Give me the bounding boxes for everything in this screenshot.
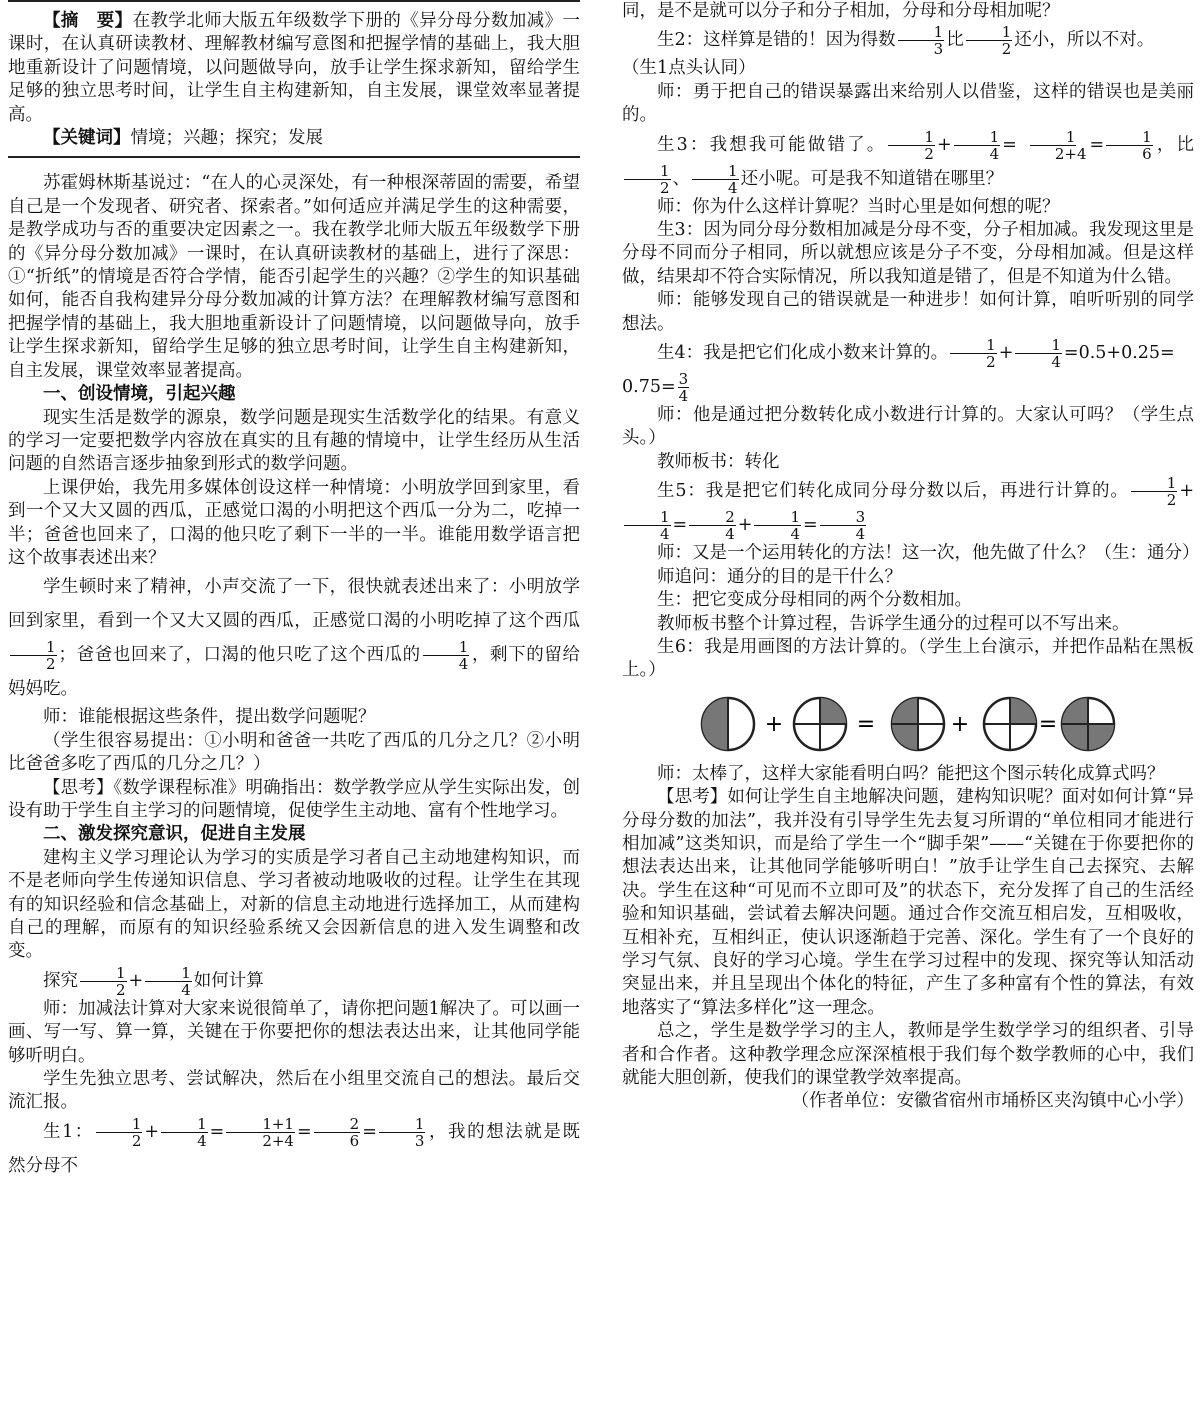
paragraph: 生：把它变成分母相同的两个分数相加。 bbox=[657, 590, 972, 611]
circle-two-quarters bbox=[892, 698, 944, 750]
paragraph: 师：你为什么这样计算呢？当时心里是如何想的呢？ bbox=[657, 196, 1060, 217]
equals-sign: = bbox=[1038, 711, 1058, 737]
student3-line: 生3：我想我可能做错了。 $\frac{1}{2}$ + $\frac{1}{4}$ = $\frac{1}{2+4}$ = $\frac{1}{6}$ ，比 $\frac{1}{2}$ 、 $\frac{1}{4}$ 还小呢。可是我不知道错在哪里？ bbox=[622, 128, 1194, 196]
paragraph: 师：又是一个运用转化的方法！这一次，他先做了什么？（生：通分） bbox=[657, 543, 1200, 564]
author-affiliation: （作者单位：安徽省宿州市埇桥区夹沟镇中心小学） bbox=[791, 1091, 1194, 1112]
paragraph: 师：谁能根据这些条件，提出数学问题呢？ bbox=[43, 707, 376, 728]
student2-line: 生2：这样算是错的！因为得数 $\frac{1}{3}$ 比 $\frac{1}{2}$ 还小，所以不对。 bbox=[657, 23, 1155, 59]
paragraph: 教师板书整个计算过程，告诉学生通分的过程可以不写出来。 bbox=[657, 613, 1130, 634]
paragraph: 师：他是通过把分数转化成小数进行计算的。大家认可吗？（学生点头。） bbox=[622, 405, 1194, 449]
abstract-rule bbox=[8, 156, 580, 158]
paragraph: 同，是不是就可以分子和分子相加，分母和分母相加呢？ bbox=[622, 1, 1060, 21]
circle-quarter bbox=[794, 698, 846, 750]
plus-sign: + bbox=[950, 711, 970, 737]
paragraph: 上课伊始，我先用多媒体创设这样一种情境：小明放学回到家里，看到一个又大又圆的西瓜，正感觉口渴的小明把这个西瓜一分为二，吃掉一半；爸爸也回来了，口渴的他只吃了剩下一半的一半。谁能用数学语言把这个故事表述出来？ bbox=[8, 477, 580, 568]
abstract bbox=[8, 10, 580, 127]
intro-paragraph: 苏霍姆林斯基说过：“在人的心灵深处，有一种根深蒂固的需要，希望自己是一个发现者、研究者、探索者。”如何适应并满足学生的这种需要，是教学成功与否的重要决定因素之一。我在教学北师大版五年级数学下册的《异分母分数加减》一课时，在认真研读教材的基础上，进行了深思：①“折纸”的情境是否符合学情，能否引起学生的兴趣？②学生的知识基础如何，能否自我构建异分母分数加减的计算方法？在理解教材编写意图和把握学情的基础上，我大胆地重新设计了问题情境，以问题做导向，放手让学生探求新知，留给学生足够的独立思考时间，让学生自主构建新知，自主发展，课堂效率显著提高。 bbox=[8, 173, 580, 381]
paragraph: 师：能够发现自己的错误就是一种进步！如何计算，咱听听别的同学想法。 bbox=[622, 290, 1194, 334]
explore-line: 探究 $\frac{1}{2}$ + $\frac{1}{4}$ 如何计算 bbox=[43, 963, 264, 999]
student5-line: 生5：我是把它们转化成同分母分数以后，再进行计算的。 $\frac{1}{2}$ + $\frac{1}{4}$ = $\frac{2}{4}$ + $\frac{1}{4}$ = $\frac{3}{4}$ bbox=[622, 474, 1194, 542]
abstract-text: 在教学北师大版五年级数学下册的《异分母分数加减》一课时，在认真研读教材、理解教材编写意图和把握学情的基础上，我大胆地重新设计了问题情境，以问题做导向，放手让学生探求新知，留给学生足够的独立思考时间，让学生自主构建新知，自主发展，课堂效率显著提高。 bbox=[8, 11, 581, 125]
paragraph: 师：加减法计算对大家来说很简单了，请你把问题1解决了。可以画一画、写一写、算一算，关键在于你要把你的想法表达出来，让其他同学能够听明白。 bbox=[8, 998, 580, 1066]
paragraph: 生6：我是用画图的方法计算的。（学生上台演示，并把作品粘在黑板上。） bbox=[622, 636, 1194, 681]
circle-three-quarters bbox=[1062, 698, 1114, 750]
paragraph: 建构主义学习理论认为学习的实质是学习者自己主动地建构知识，而不是老师向学生传递知识信息、学习者被动地吸收的过程。让学生在其现有的知识经验和信念基础上，对新的信息主动地进行选择加工，从而建构自己的理解，而原有的知识经验系统又会因新信息的进入发生调整和改变。 bbox=[8, 847, 580, 962]
paragraph: 教师板书：转化 bbox=[657, 451, 780, 472]
student4-line: 生4：我是把它们化成小数来计算的。 $\frac{1}{2}$ + $\frac{1}{4}$ =0.5+0.25= bbox=[657, 336, 1175, 372]
left-column bbox=[8, 0, 580, 1183]
conclusion-paragraph: 总之，学生是数学学习的主人，教师是学生数学学习的组织者、引导者和合作者。这种教学理念应深深植根于我们每个数学教师的心中，我们就能大胆创新，使我们的课堂教学效率提高。 bbox=[622, 1021, 1194, 1088]
section-heading-2: 二、激发探究意识，促进自主发展 bbox=[43, 824, 306, 845]
abstract-label: 【摘 要】 bbox=[43, 11, 133, 31]
student4-result: 0.75= $\frac{3}{4}$ bbox=[622, 370, 689, 406]
paragraph: 师：勇于把自己的错误暴露出来给别人以借鉴，这样的错误也是美丽的。 bbox=[622, 81, 1194, 126]
right-column bbox=[622, 0, 1200, 1114]
student1-line: 生1： $\frac{1}{2}$ + $\frac{1}{4}$ = $\frac{1+1}{2+4}$ = $\frac{2}{6}$ = $\frac{1}{3}$ ，我的想法就是既然分母不 bbox=[8, 1114, 581, 1176]
circle-half bbox=[702, 698, 754, 750]
paragraph: 生3：因为同分母分数相加减是分母不变，分子相加减。我发现这里是分母不同而分子相同，所以就想应该是分子不变，分母相加减。但是这样做，结果却不符合实际情况，所以我知道是错了，但是不知道为什么错。 bbox=[622, 220, 1194, 287]
plus-sign: + bbox=[764, 711, 784, 737]
paragraph: 师：太棒了，这样大家能看明白吗？能把这个图示转化成算式吗？ bbox=[657, 763, 1165, 784]
paragraph: 现实生活是数学的源泉，数学问题是现实生活数学化的结果。有意义的学习一定要把数学内容放在真实的且有趣的情境中，让学生经历从生活问题的自然语言逐步抽象到形式的数学问题。 bbox=[8, 407, 580, 475]
fraction-1-4: $\frac{1}{4}$ bbox=[423, 639, 470, 672]
thinking-paragraph: 【思考】《数学课程标准》明确指出：数学教学应从学生实际出发，创设有助于学生自主学习的问题情境，促使学生主动地、富有个性地学习。 bbox=[8, 777, 580, 821]
equals-sign: = bbox=[856, 711, 876, 737]
keywords bbox=[8, 127, 580, 150]
keywords-label: 【关键词】 bbox=[43, 128, 131, 149]
fraction-1-2: $\frac{1}{2}$ bbox=[10, 639, 57, 672]
section-heading-1: 一、创设情境，引起兴趣 bbox=[43, 384, 236, 405]
paragraph: 学生先独立思考、尝试解决，然后在小组里交流自己的想法。最后交流汇报。 bbox=[8, 1069, 580, 1113]
paragraph: （生1点头认同） bbox=[622, 58, 756, 79]
thinking-paragraph: 【思考】如何让学生自主地解决问题，建构知识呢？面对如何计算“异分母分数的加法”，我并没有引导学生先去复习所谓的“单位相同才能进行相加减”这类知识，而是给了学生一个“脚手架”——“关键在于你要把你的想法表达出来，让其他同学能够听明白！”放手让学生自己去探究、去解决。学生在这种“可见而不立即可及”的状态下，充分发挥了自己的生活经验和知识基础，尝试着去解决问题。通过合作交流互相启发，互相吸收，互相补充，互相纠正，使认识逐渐趋于完善、深化。学生有了一个良好的学习气氛、良好的学习心境。学生在学习过程中的发现、探究等认知活动突显出来，并且呈现出个体化的特征，产生了多种富有个性的算法，有效地落实了“算法多样化”这一理念。 bbox=[622, 787, 1194, 1018]
abstract-block bbox=[8, 2, 580, 156]
circle-quarter bbox=[984, 698, 1036, 750]
fraction-circle-diagram bbox=[698, 693, 1118, 755]
paragraph: 师追问：通分的目的是干什么？ bbox=[657, 566, 902, 587]
keywords-text: 情境；兴趣；探究；发展 bbox=[130, 128, 323, 149]
paragraph-fractions: 学生顿时来了精神，小声交流了一下，很快就表述出来了：小明放学回到家里，看到一个又大又圆的西瓜，正感觉口渴的小明吃掉了这个西瓜 $\frac{1}{2}$ ；爸爸也回来了，口渴的他只吃了这个西瓜的 $\frac{1}{4}$ ，剩下的留给妈妈吃。 bbox=[8, 577, 580, 700]
paragraph: （学生很容易提出：①小明和爸爸一共吃了西瓜的几分之几？②小明比爸爸多吃了西瓜的几分之几？） bbox=[8, 730, 580, 775]
